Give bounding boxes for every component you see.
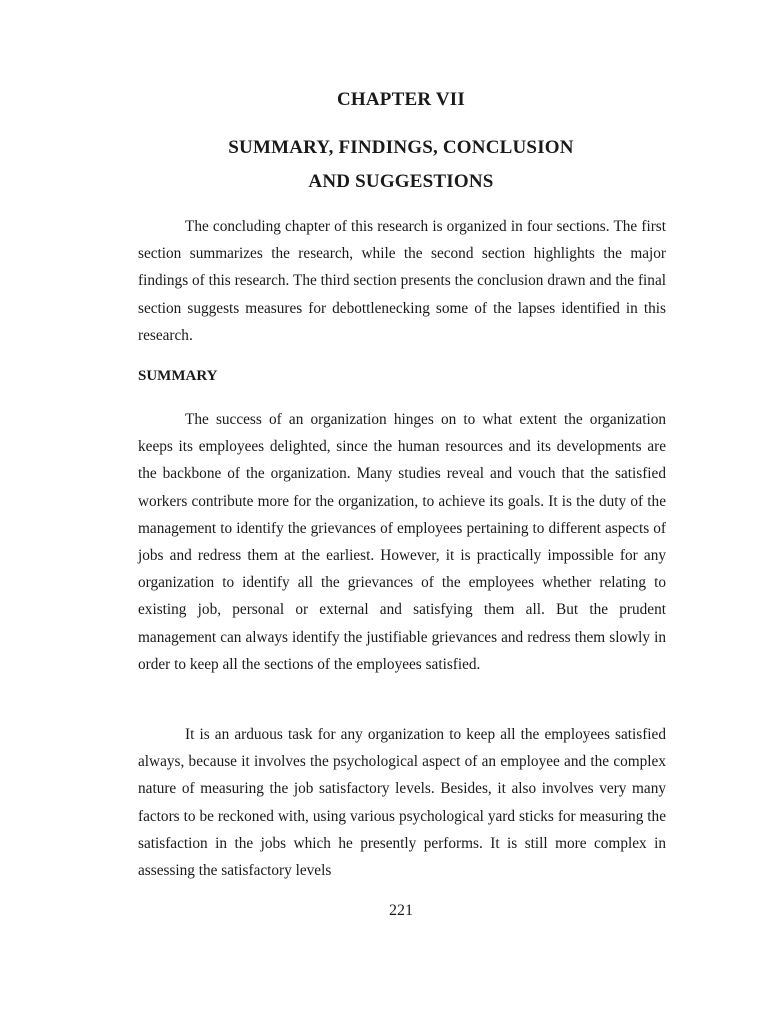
- intro-paragraph: The concluding chapter of this research is organized in four sections. The first section summarizes the research, while the second section highlights the major findings of this research. The third section presents the conclusion drawn and the final section suggests measures for debottlenecking some of the lapses identified in this research.: [138, 218, 666, 344]
- chapter-subtitle-line-2: AND SUGGESTIONS: [308, 171, 494, 192]
- intro-section: [138, 213, 666, 349]
- chapter-subtitle-line-1: SUMMARY, FINDINGS, CONCLUSION: [228, 137, 574, 158]
- summary-section-part-2: [138, 721, 666, 884]
- page-number: 221: [389, 902, 413, 919]
- summary-paragraph: The success of an organization hinges on to what extent the organization keeps its employees delighted, since the human resources and its developments are the backbone of the organization. Many studies reveal and vouch that the satisfied workers contribute more for the organization, to achieve its goals. It is the duty of the management to identify the grievances of employees pertaining to different aspects of jobs and redress them at the earliest. However, it is practically impossible for any organization to identify all the grievances of the employees whether relating to existing job, personal or external and satisfying them all. But the prudent management can always identify the justifiable grievances and redress them slowly in order to keep all the sections of the employees satisfied.: [138, 411, 666, 673]
- summary-section-part-1: [138, 406, 666, 678]
- chapter-title: CHAPTER VII: [336, 89, 465, 110]
- summary-paragraph: It is an arduous task for any organization to keep all the employees satisfied always, because it involves the psychological aspect of an employee and the complex nature of measuring the job satisfactory levels. Besides, it also involves very many factors to be reckoned with, using various psychological yard sticks for measuring the satisfaction in the jobs which he presently performs. It is still more complex in assessing the satisfactory levels: [138, 726, 666, 880]
- section-heading-summary: SUMMARY: [138, 368, 218, 384]
